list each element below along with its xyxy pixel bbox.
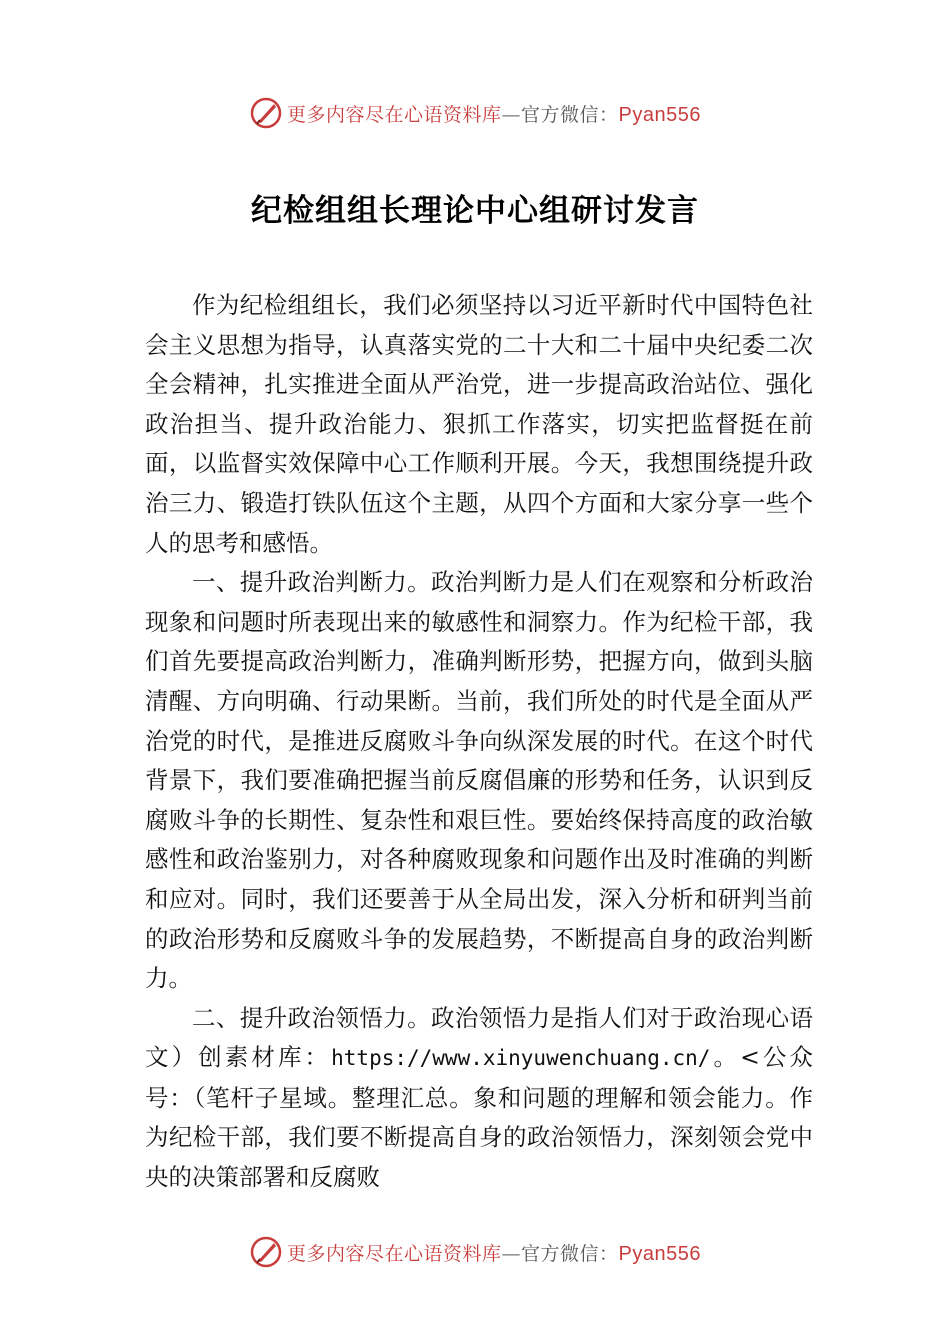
quill-pen-logo-icon <box>249 1235 283 1269</box>
banner-text <box>287 100 701 127</box>
banner-text <box>287 1239 701 1266</box>
banner-label: 更多内容尽在心语资料库 <box>287 103 502 126</box>
paragraph-intro: 作为纪检组组长，我们必须坚持以习近平新时代中国特色社会主义思想为指导，认真落实党的二十大和二十届中央纪委二次全会精神，扎实推进全面从严治党，进一步提高政治站位、强化政治担当、提升政治能力、狠抓工作落实，切实把监督挺在前面，以监督实效保障中心工作顺利开展。今天，我想围绕提升政治三力、锻造打铁队伍这个主题，从四个方面和大家分享一些个人的思考和感悟。 <box>145 291 813 557</box>
paragraph-section-1: 一、提升政治判断力。政治判断力是人们在观察和分析政治现象和问题时所表现出来的敏感性和洞察力。作为纪检干部，我们首先要提高政治判断力，准确判断形势，把握方向，做到头脑清醒、方向明确、行动果断。当前，我们所处的时代是全面从严治党的时代，是推进反腐败斗争向纵深发展的时代。在这个时代背景下，我们要准确把握当前反腐倡廉的形势和任务，认识到反腐败斗争的长期性、复杂性和艰巨性。要始终保持高度的政治敏感性和政治鉴别力，对各种腐败现象和问题作出及时准确的判断和应对。同时，我们还要善于从全局出发，深入分析和研判当前的政治形势和反腐败斗争的发展趋势，不断提高自身的政治判断力。 <box>145 568 813 993</box>
banner-wechat-label: 官方微信： <box>521 103 619 126</box>
watermark-account-text: 。<公众号：（笔杆子星域。整理汇总。 <box>145 1043 813 1112</box>
banner-separator: — <box>501 1242 522 1265</box>
quill-pen-logo-icon <box>249 96 283 130</box>
watermark-url: https://www.xinyuwenchuang.cn/ <box>331 1046 711 1071</box>
section-2-lead: 二、提升政治领悟力。政治领悟力是指人们对于政治现 <box>192 1003 766 1032</box>
banner-wechat-label: 官方微信： <box>521 1242 619 1265</box>
banner-wechat-id: Pyan556 <box>618 103 701 126</box>
banner-separator: — <box>501 103 522 126</box>
document-title: 纪检组组长理论中心组研讨发言 <box>251 193 699 229</box>
banner-label: 更多内容尽在心语资料库 <box>287 1242 502 1265</box>
paragraph-section-2 <box>145 999 813 1198</box>
section-2-tail: 象和问题的理解和领会能力。作为纪检干部，我们要不断提高自身的政治领悟力，深刻领会党中央的决策部署和反腐败 <box>145 1083 814 1192</box>
footer-banner <box>0 1232 950 1272</box>
header-banner <box>0 93 950 133</box>
banner-wechat-id: Pyan556 <box>618 1242 701 1265</box>
document-body <box>145 286 813 1198</box>
watermark-source-text: 心语文）创素材库： <box>145 1003 814 1072</box>
